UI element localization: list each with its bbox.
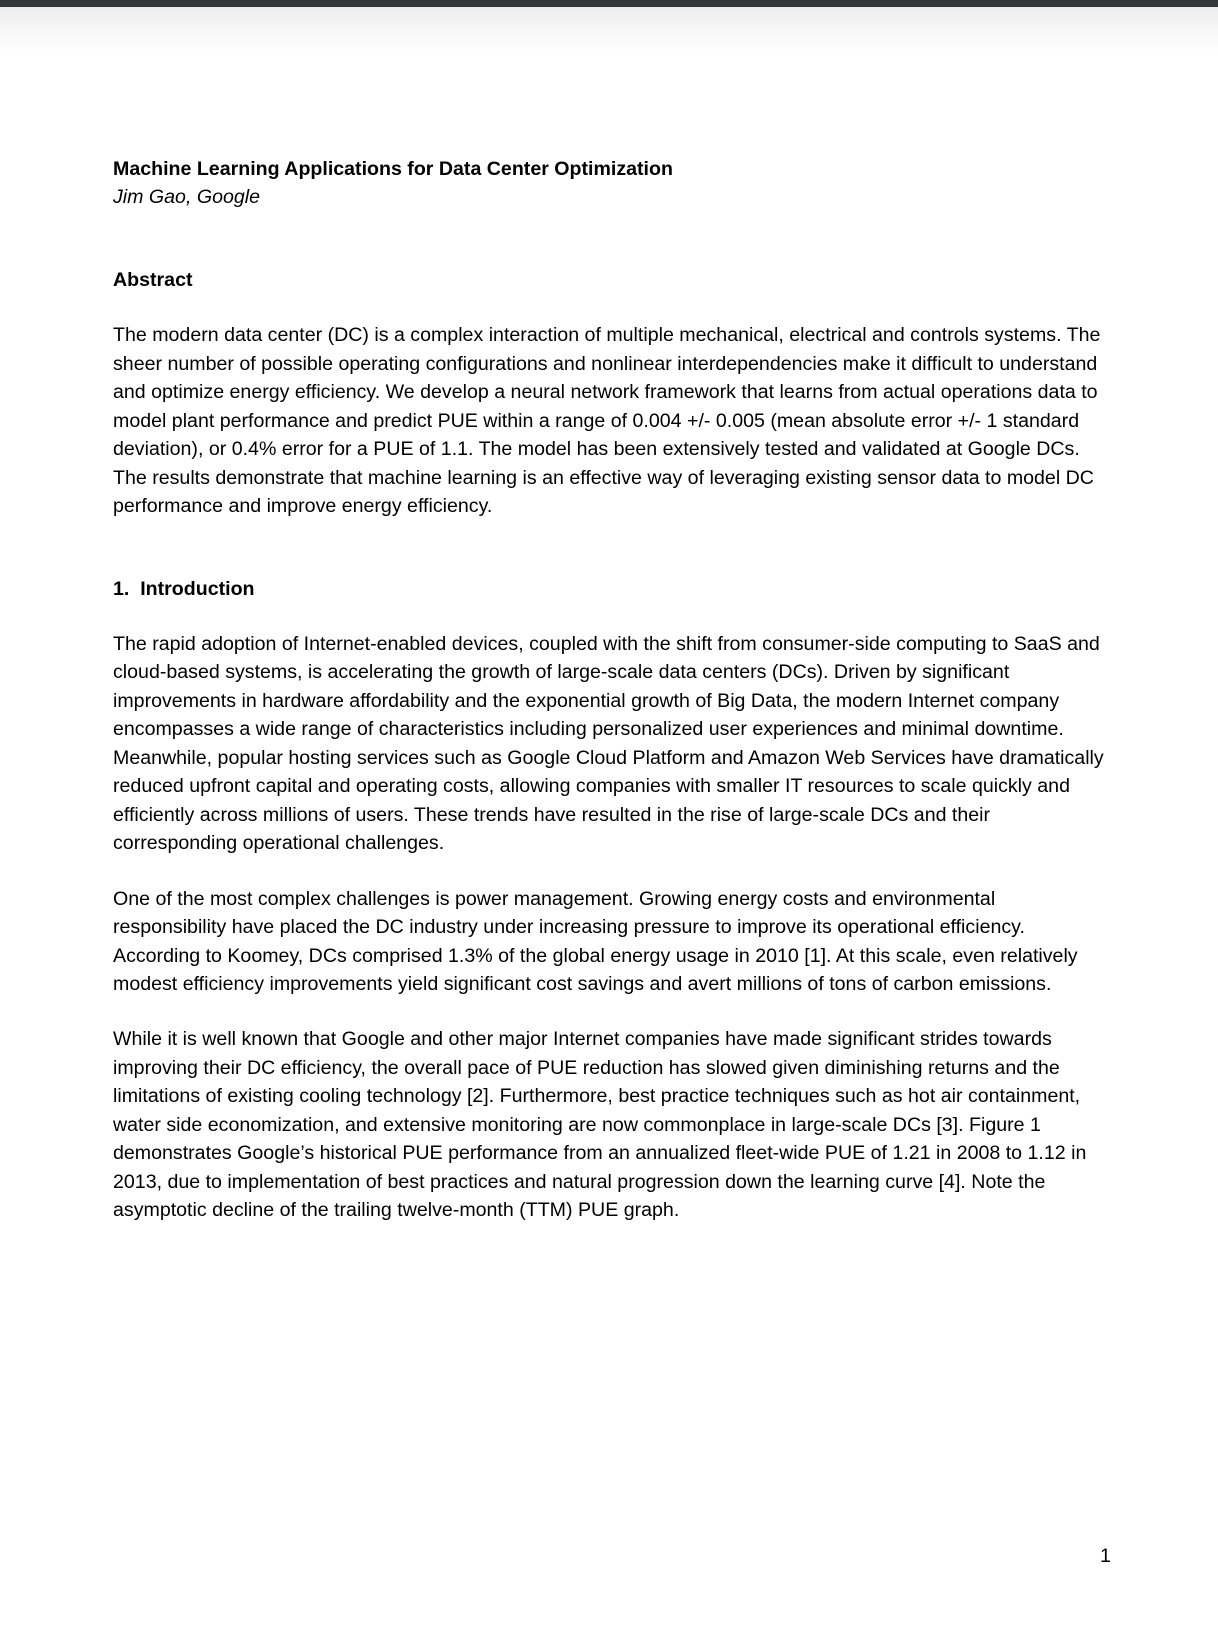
introduction-paragraph-3: While it is well known that Google and other major Internet companies have made significant strides towards improving their DC efficiency, the overall pace of PUE reduction has slowed given diminishing returns and the limitations of existing cooling technology [2]. Furthermore, best practice techniques such as hot air containment, water side economization, and extensive monitoring are now commonplace in large-scale DCs [3]. Figure 1 demonstrates Google’s historical PUE performance from an annualized fleet-wide PUE of 1.21 in 2008 to 1.12 in 2013, due to implementation of best practices and natural progression down the learning curve [4]. Note the asymptotic decline of the trailing twelve-month (TTM) PUE graph. <box>113 1028 1087 1222</box>
document-page <box>113 155 1110 1225</box>
page-title: Machine Learning Applications for Data Center Optimization <box>113 158 673 180</box>
viewer-top-bar <box>0 0 1218 7</box>
page-top-shadow <box>0 7 1218 53</box>
page-number: 1 <box>1100 1545 1111 1567</box>
introduction-heading: 1. Introduction <box>113 577 255 600</box>
introduction-paragraph-1: The rapid adoption of Internet-enabled devices, coupled with the shift from consumer-side computing to SaaS and cloud-based systems, is accelerating the growth of large-scale data centers (DCs). Driven by significant improvements in hardware affordability and the exponential growth of Big Data, the modern Internet company encompasses a wide range of characteristics including personalized user experiences and minimal downtime. Meanwhile, popular hosting services such as Google Cloud Platform and Amazon Web Services have dramatically reduced upfront capital and operating costs, allowing companies with smaller IT resources to scale quickly and efficiently across millions of users. These trends have resulted in the rise of large-scale DCs and their corresponding operational challenges. <box>113 632 1104 855</box>
section-abstract <box>113 266 1110 521</box>
introduction-paragraph-2: One of the most complex challenges is power management. Growing energy costs and environmental responsibility have placed the DC industry under increasing pressure to improve its operational efficiency. According to Koomey, DCs comprised 1.3% of the global energy usage in 2010 [1]. At this scale, even relatively modest efficiency improvements yield significant cost savings and avert millions of tons of carbon emissions. <box>113 887 1078 995</box>
abstract-paragraph: The modern data center (DC) is a complex interaction of multiple mechanical, electrical and controls systems. The sheer number of possible operating configurations and nonlinear interdependencies make it difficult to understand and optimize energy efficiency. We develop a neural network framework that learns from actual operations data to model plant performance and predict PUE within a range of 0.004 +/- 0.005 (mean absolute error +/- 1 standard deviation), or 0.4% error for a PUE of 1.1. The model has been extensively tested and validated at Google DCs. The results demonstrate that machine learning is an effective way of leveraging existing sensor data to model DC performance and improve energy efficiency. <box>113 324 1101 518</box>
author-line: Jim Gao, Google <box>113 186 261 209</box>
abstract-heading: Abstract <box>113 268 193 291</box>
section-introduction <box>113 575 1110 1225</box>
